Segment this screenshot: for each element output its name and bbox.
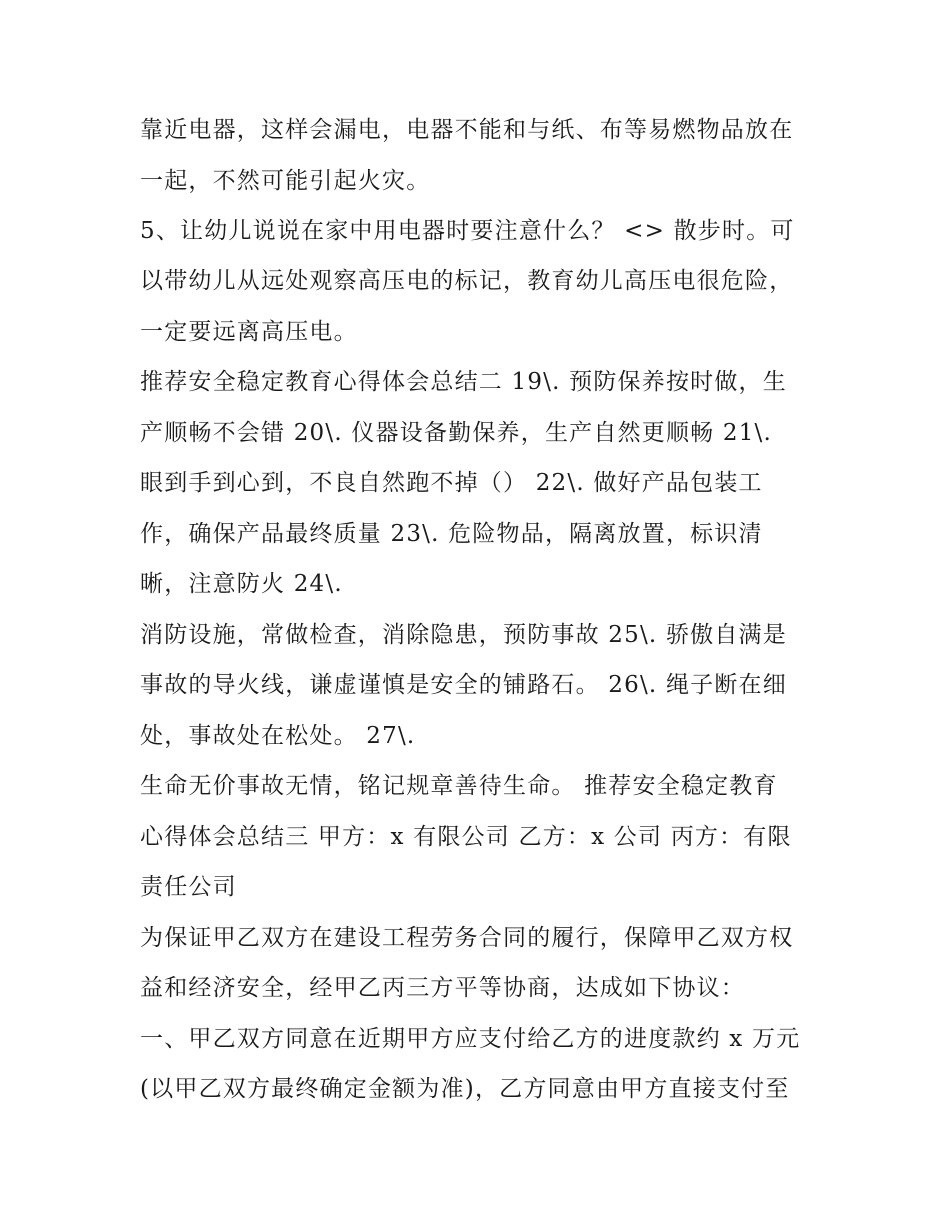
text-line: 处，事故处在松处。 27\. — [140, 723, 416, 749]
text-line: 眼到手到心到，不良自然跑不掉（） 22\. 做好产品包装工 — [140, 470, 763, 496]
text-line: 一、甲乙双方同意在近期甲方应支付给乙方的进度款约 x 万元 — [140, 1026, 801, 1052]
text-line: 一定要远离高压电。 — [140, 319, 358, 345]
text-line: 作，确保产品最终质量 23\. 危险物品，隔离放置，标识清 — [140, 521, 763, 547]
text-line: 5、让幼儿说说在家中用电器时要注意什么？ <> 散步时。可 — [140, 218, 795, 244]
text-line: 益和经济安全，经甲乙丙三方平等协商，达成如下协议： — [140, 975, 745, 1001]
text-line: 心得体会总结三 甲方：x 有限公司 乙方：x 公司 丙方：有限 — [140, 824, 792, 850]
text-line: 消防设施，常做检查，消除隐患，预防事故 25\. 骄傲自满是 — [140, 622, 787, 648]
text-line: 靠近电器，这样会漏电，电器不能和与纸、布等易燃物品放在 — [140, 117, 794, 143]
text-line: 晰，注意防火 24\. — [140, 571, 343, 597]
text-line: 责任公司 — [140, 874, 237, 900]
text-line: 一起，不然可能引起火灾。 — [140, 168, 431, 194]
text-line: 产顺畅不会错 20\. 仪器设备勤保养，生产自然更顺畅 21\. — [140, 420, 772, 446]
text-line: (以甲乙双方最终确定金额为准)，乙方同意由甲方直接支付至 — [140, 1076, 790, 1102]
text-line: 生命无价事故无情，铭记规章善待生命。 推荐安全稳定教育 — [140, 773, 778, 799]
text-line: 推荐安全稳定教育心得体会总结二 19\. 预防保养按时做，生 — [140, 369, 787, 395]
text-line: 事故的导火线，谦虚谨慎是安全的铺路石。 26\. 绳子断在细 — [140, 672, 787, 698]
text-line: 为保证甲乙双方在建设工程劳务合同的履行，保障甲乙双方权 — [140, 925, 794, 951]
text-line: 以带幼儿从远处观察高压电的标记，教育幼儿高压电很危险， — [140, 268, 794, 294]
